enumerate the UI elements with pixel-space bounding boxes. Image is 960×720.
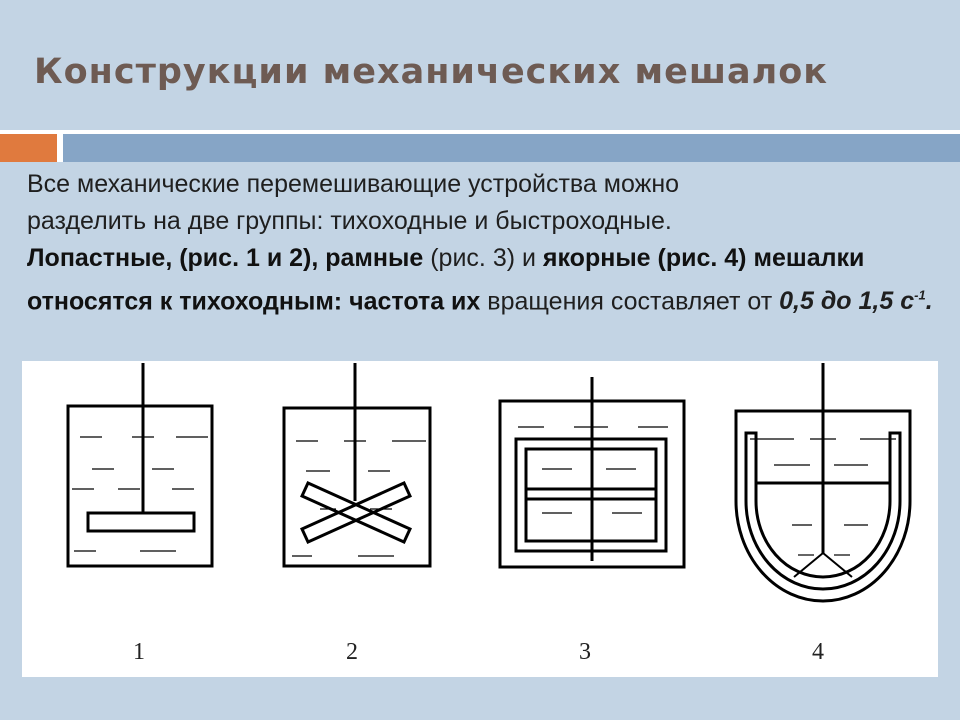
frame-stirrer-diagram — [500, 377, 684, 567]
figure-label-3: 3 — [579, 639, 591, 665]
figure-label-1: 1 — [133, 639, 145, 665]
stirrer-diagrams — [22, 361, 938, 677]
accent-bar-orange — [0, 134, 57, 162]
bold-anchor: якорные (рис. 4) мешалки относятся к тихоходным: частота их — [27, 244, 865, 316]
body-line-2: разделить на две группы: тихоходные и быстроходные. — [27, 207, 672, 235]
bold-paddle-frame: Лопастные, (рис. 1 и 2), рамные — [27, 244, 424, 272]
body-line-1: Все механические перемешивающие устройства можно — [27, 170, 680, 198]
figure-label-4: 4 — [812, 639, 824, 665]
plain-rotation: вращения составляет от — [480, 287, 780, 316]
plain-fig3: (рис. 3) и — [423, 244, 543, 272]
paddle-stirrer-diagram — [68, 363, 212, 566]
skewed-paddle-diagram — [284, 363, 430, 566]
anchor-stirrer-diagram — [736, 363, 910, 601]
accent-bar-blue — [63, 134, 960, 162]
slide-title: Конструкции механических мешалок — [34, 52, 829, 92]
stirrer-figures-panel — [22, 361, 938, 677]
body-paragraph — [27, 166, 937, 320]
figure-label-2: 2 — [346, 639, 358, 665]
speed-value: 0,5 до 1,5 $с^{-1}$. — [779, 287, 933, 316]
